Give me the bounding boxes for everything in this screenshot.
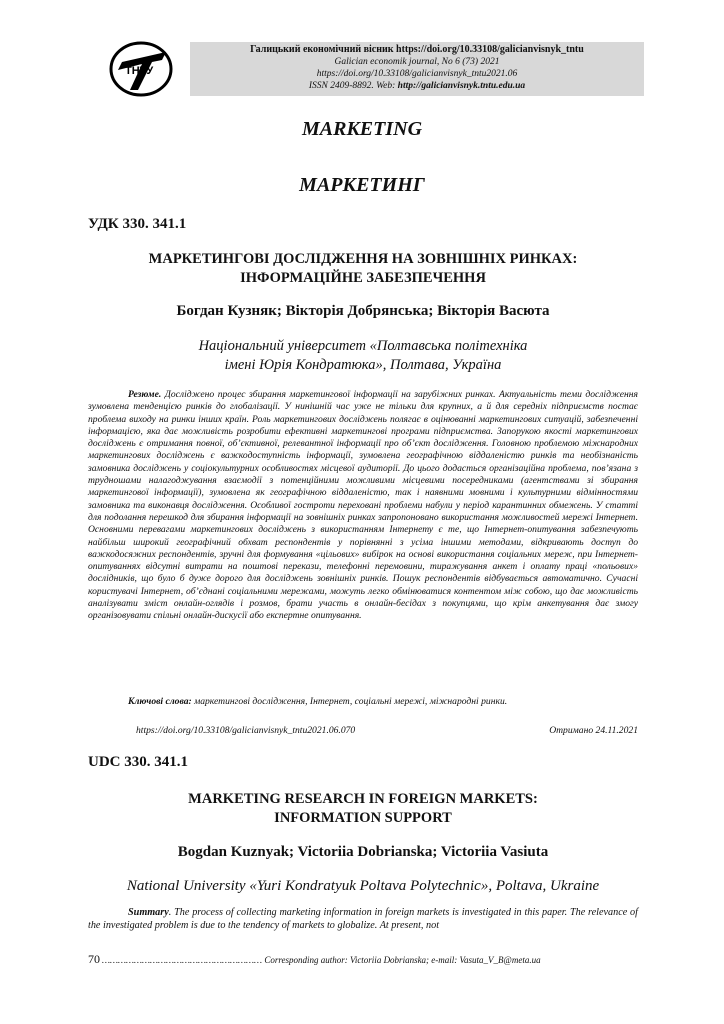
issn-text: ISSN 2409-8892. Web: <box>308 81 398 91</box>
journal-web-link[interactable]: http://galicianvisnyk.tntu.edu.ua <box>397 81 526 91</box>
authors-en: Bogdan Kuznyak; Victoriia Dobrianska; Victoriia Vasiuta <box>177 844 549 860</box>
tntu-logo <box>108 40 174 98</box>
footer-dots: …………………………………………………… <box>102 955 263 965</box>
affiliation-en: National University «Yuri Kondratyuk Poltava Polytechnic», Poltava, Ukraine <box>126 878 600 894</box>
section-title-ua: МАРКЕТИНГ <box>299 174 425 196</box>
page-number: 70 <box>88 952 100 966</box>
keywords-text: маркетингові дослідження, Інтернет, соціальні мережі, міжнародні ринки. <box>191 696 508 707</box>
summary-en <box>88 907 638 932</box>
keywords-label: Ключові слова: <box>128 696 192 707</box>
article-title-ua-line1: МАРКЕТИНГОВІ ДОСЛІДЖЕННЯ НА ЗОВНІШНІХ РИНКАХ: <box>148 251 578 267</box>
article-title-ua <box>88 250 638 288</box>
article-title-ua-line2: ІНФОРМАЦІЙНЕ ЗАБЕЗПЕЧЕННЯ <box>240 270 486 286</box>
affiliation-ua-line1: Національний університет «Полтавська політехніка <box>198 338 528 354</box>
journal-issn <box>190 80 644 92</box>
authors-ua: Богдан Кузняк; Вікторія Добрянська; Вікторія Васюта <box>176 303 550 319</box>
abstract-ua <box>88 389 638 623</box>
section-title-en: MARKETING <box>301 118 423 140</box>
affiliation-ua <box>88 337 638 375</box>
corresponding-author: Corresponding author: Victoriia Dobrianska; e-mail: Vasuta_V_B@meta.ua <box>262 955 541 965</box>
udc-ua: УДК 330. 341.1 <box>88 216 187 232</box>
summary-text: . The process of collecting marketing information in foreign markets is investigated in this paper. The relevance of the investigated problem is due to the tendency of markets to globalize. At present, not <box>88 907 638 931</box>
article-title-en <box>88 790 638 828</box>
received-date: Отримано 24.11.2021 <box>549 725 638 736</box>
journal-doi: https://doi.org/10.33108/galicianvisnyk_tntu2021.06 <box>316 69 518 79</box>
article-title-en-line2: INFORMATION SUPPORT <box>274 810 452 826</box>
logo-text: ТНТУ <box>125 65 154 77</box>
abstract-text: Досліджено процес збирання маркетингової інформації на зарубіжних ринках. Актуальність теми дослідження зумовлена тенденцією ринків до глобалізації. У нинішній час уже не тільки для крупних, а й для середніх підприємств постає проблема виходу на ринки інших країн. Роль маркетингових досліджень полягає в оцінюванні маркетингових ситуацій, забезпеченні інформацією, яка дає можливість розробити ефективні маркетингові програми підприємства. Запорукою якості маркетингових досліджень є отримання повної, об’єктивної, релевантної інформації про об’єкт дослідження. Головною проблемою міжнародних маркетингових досліджень є важкодоступність інформації, зумовлена географічною віддаленістю ринків та необізнаність замовника досліджень у соціокультурних особливостях місцевої аудиторії. До цього додасться організаційна проблема, пов’язана з трудношами налагоджування взаємодії з потенційними можливими місцевими посередниками (агентствами зі збирання маркетингової інформації), зумовлена як географічною віддаленістю, так і наявними мовними і культурними відмінностями замовника та виконавця дослідження. Особливої гостроти переховані проблеми набули у період карантинних обмежень. У статті для подолання перешкод для збирання інформації на зовнішніх ринках запропоновано використання можливостей мережі Інтернет. Основними перевагами маркетингових досліджень з використанням Інтернету є те, що Інтернет-опитування забезпечують найбільш широкий географічний обхват респондентів у порівнянні з усіма іншими методами, відкривають доступ до важкодосяжних респондентів, зручні для формування «цільових» вибірок на основі використання соціальних мереж, при Інтернет-опитуваннях відсутні витрати на поштові перекази, телефонні перемовини, тиражування анкет і оплату праці «польових» дослідників, що було б дуже дорого для досліджень зовнішніх ринків. Пошук респондентів відбувається автоматично. Сучасні користувачі Інтернет, об’єднані соціальними мережами, можуть легко обмінюватися контентом між собою, що дає можливість аналізувати зміст онлайн-оглядів і розмов, брати участь в онлайн-бесідах з покупцями, що крім анкетування дає змогу організовувати спільні онлайн-дискусії або експертне опитування. <box>88 389 638 622</box>
keywords-ua <box>88 696 638 708</box>
abstract-label: Резюме. <box>128 389 162 400</box>
article-title-en-line1: MARKETING RESEARCH IN FOREIGN MARKETS: <box>188 791 538 807</box>
journal-title-en: Galician economik journal, No 6 (73) 2021 <box>334 57 500 67</box>
article-doi-link[interactable]: https://doi.org/10.33108/galicianvisnyk_tntu2021.06.070 <box>136 725 356 736</box>
summary-label: Summary <box>128 907 169 918</box>
journal-header <box>190 42 644 96</box>
journal-title-ua: Галицький економічний вісник https://doi.org/10.33108/galicianvisnyk_tntu <box>250 44 584 55</box>
affiliation-ua-line2: імені Юрія Кондратюка», Полтава, Україна <box>224 357 502 373</box>
udc-en: UDC 330. 341.1 <box>88 754 188 770</box>
page-footer <box>88 952 638 967</box>
